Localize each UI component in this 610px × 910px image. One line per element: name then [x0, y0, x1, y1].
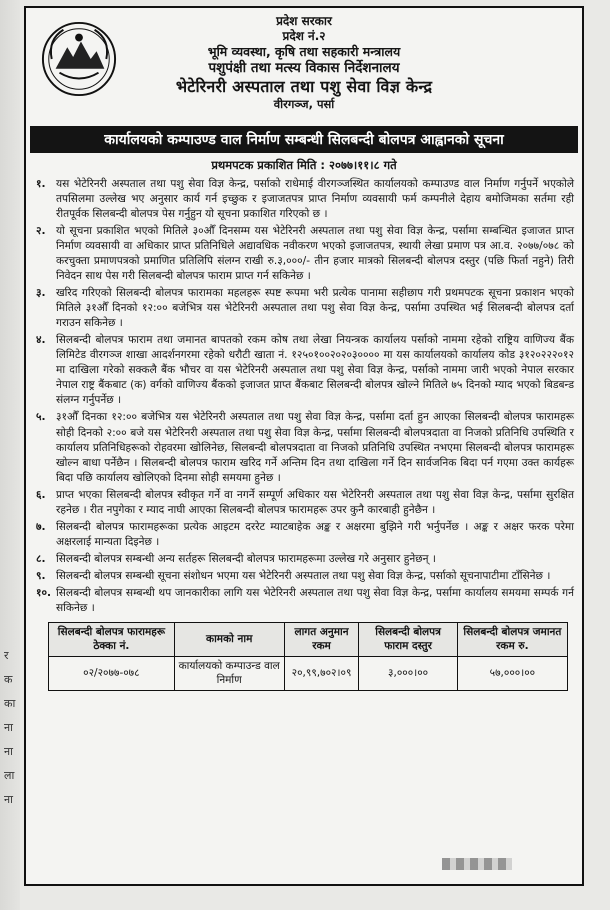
table-header-cell: सिलबन्दी बोलपत्र फारामहरू ठेक्का नं.	[49, 622, 175, 656]
header-line-2: प्रदेश नं.२	[282, 29, 326, 43]
margin-letter: ना	[4, 745, 13, 758]
clause-item	[36, 286, 574, 331]
margin-letter: ना	[4, 721, 13, 734]
table-header-cell: सिलबन्दी बोलपत्र जमानत रकम रु.	[457, 622, 567, 656]
margin-letter: का	[4, 697, 16, 710]
bid-details-table	[48, 622, 568, 692]
adjacent-column-strip	[0, 0, 20, 910]
margin-letter: क	[4, 673, 13, 686]
clause-number: २.	[36, 225, 46, 238]
table-header-cell: कामको नाम	[174, 622, 284, 656]
clause-text: यस भेटेरिनरी अस्पताल तथा पशु सेवा विज्ञ केन्द्र, पर्साको राधेमाई वीरगञ्जस्थित कार्यालयको कम्पाउण्ड वाल निर्माण गर्नुपर्ने भएकोले तपसिलमा उल्लेख भए अनुसार कार्य गर्न इच्छुक र इजाजतपत्र प्राप्त निर्माण व्यवसायी फर्म कम्पनीले देहाय बमोजिमका सर्तमा रही रीतपूर्वक सिलबन्दी बोलपत्र पेस गर्नुहुन यो सूचना प्रकाशित गरिएको छ ।	[56, 178, 574, 221]
clause-number: १०.	[36, 586, 52, 599]
publication-date: प्रथमपटक प्रकाशित मिति : २०७७।११।८ गते	[211, 158, 397, 172]
clause-number: ७.	[36, 520, 46, 533]
clause-item	[36, 552, 574, 567]
header-line-6: वीरगञ्ज, पर्सा	[273, 96, 335, 111]
notice-title: कार्यालयको कम्पाउण्ड वाल निर्माण सम्बन्धी सिलबन्दी बोलपत्र आह्वानको सूचना	[30, 126, 578, 153]
margin-letter: ना	[4, 793, 13, 806]
clause-item	[36, 224, 574, 284]
clause-number: ३.	[36, 287, 46, 300]
clause-text: सिलबन्दी बोलपत्र फारामहरूका प्रत्येक आइटम दररेट म्याटबाहेक अङ्क र अक्षरमा बुझिने गरी भर्नुपर्नेछ । अङ्क र अक्षर फरक परेमा अक्षरलाई मान्यता दिइनेछ ।	[56, 520, 574, 548]
clause-number: ६.	[36, 488, 46, 501]
table-cell: ३,०००।००	[359, 657, 457, 691]
clause-text: सिलबन्दी बोलपत्र फाराम तथा जमानत बापतको रकम कोष तथा लेखा नियन्त्रक कार्यालय पर्साको नाममा रहेको राष्ट्रिय वाणिज्य बैंक लिमिटेड वीरगञ्ज शाखा आदर्शनगरमा रहेको धरौटी खाता नं. १२५०१००२०२०३०००० मा यस कार्यालयको कार्यालय कोड ३१२०२२२०१२ मा दाखिला गरेको सक्कलै बैंक भौचर वा यस भेटेरिनरी अस्पताल तथा पशु सेवा विज्ञ केन्द्र, पर्साको नाममा जारी भएको नेपाल सरकार नेपाल राष्ट्र बैंकबाट (क) वर्गको वाणिज्य बैंकको इजाजत प्राप्त बैंकबाट सिलबन्दी बोलपत्र खोल्ने मितिले ७५ दिनको म्याद भएको बिडबन्ड संलग्न गर्नुपर्नेछ ।	[56, 334, 574, 407]
print-artifact	[442, 858, 512, 870]
header-line-5: भेटेरिनरी अस्पताल तथा पशु सेवा विज्ञ केन्द्र	[175, 76, 433, 96]
clause-number: १.	[36, 178, 46, 190]
clause-text: खरिद गरिएको सिलबन्दी बोलपत्र फारामका महलहरू स्पष्ट रूपमा भरी प्रत्येक पानामा सहीछाप गरी प्रथमपटक सूचना प्रकाशन भएको मितिले ३१औँ दिनको १२:०० बजेभित्र यस भेटेरिनरी अस्पताल तथा पशु सेवा विज्ञ केन्द्र, पर्सामा उपस्थित भई सिलबन्दी बोलपत्र दर्ता गराउन सकिनेछ ।	[56, 287, 574, 330]
clause-number: ९.	[36, 569, 46, 582]
clause-text: यो सूचना प्रकाशित भएको मितिले ३०औँ दिनसम्म यस भेटेरिनरी अस्पताल तथा पशु सेवा विज्ञ केन्द्र, पर्सामा सम्बन्धित इजाजत प्राप्त निर्माण व्यवसायी वा अधिकार प्राप्त प्रतिनिधिले अद्यावधिक नवीकरण भएको इजाजतपत्र, स्थायी लेखा प्रमाण पत्र आ.व. २०७७/०७८ को करचुक्ता प्रमाणपत्रको प्रमाणित प्रतिलिपि संलग्न राखी रु.३,०००/- तीन हजार मात्रको सिलबन्दी बोलपत्र दस्तुर (पछि फिर्ता नहुने) तिरी निवेदन साथ पेस गरी सिलबन्दी बोलपत्र फाराम प्राप्त गर्न सकिनेछ ।	[56, 225, 574, 283]
margin-letter: ला	[4, 769, 15, 782]
nepal-emblem-icon	[40, 20, 118, 98]
clause-item	[36, 520, 574, 550]
table-cell: ५७,०००।००	[457, 657, 567, 691]
header-line-1: प्रदेश सरकार	[276, 14, 332, 28]
table-cell: २०,९९,७०२।०९	[284, 657, 359, 691]
tender-notice	[24, 6, 584, 886]
clause-item	[36, 586, 574, 616]
table-cell: ०२/२०७७-०७८	[49, 657, 175, 691]
clause-number: ८.	[36, 552, 46, 565]
table-row	[49, 657, 568, 691]
clause-item	[36, 177, 574, 222]
clause-item	[36, 333, 574, 408]
margin-letter: र	[4, 649, 9, 662]
notice-header	[26, 8, 582, 126]
clause-text: प्राप्त भएका सिलबन्दी बोलपत्र स्वीकृत गर्ने वा नगर्ने सम्पूर्ण अधिकार यस भेटेरिनरी अस्पताल तथा पशु सेवा विज्ञ केन्द्र, पर्सामा सुरक्षित रहनेछ । रीत नपुगेका र म्याद नाघी आएका सिलबन्दी बोलपत्र फारामहरू उपर कुनै कारबाही हुनेछैन ।	[56, 488, 574, 516]
header-line-3: भूमि व्यवस्था, कृषि तथा सहकारी मन्त्रालय	[207, 44, 401, 59]
clause-list	[26, 177, 582, 616]
clause-text: सिलबन्दी बोलपत्र सम्बन्धी सूचना संशोधन भएमा यस भेटेरिनरी अस्पताल तथा पशु सेवा विज्ञ केन्द्र, पर्साको सूचनापाटीमा टाँसिनेछ ।	[56, 569, 551, 582]
clause-item	[36, 488, 574, 518]
table-header-cell: सिलबन्दी बोलपत्र फाराम दस्तुर	[359, 622, 457, 656]
clause-item	[36, 410, 574, 485]
clause-item	[36, 569, 574, 584]
table-header-row	[49, 622, 568, 656]
clause-text: सिलबन्दी बोलपत्र सम्बन्धी थप जानकारीका लागि यस भेटेरिनरी अस्पताल तथा पशु सेवा विज्ञ केन्द्र, पर्सामा कार्यालय समयमा सम्पर्क गर्न सकिनेछ ।	[56, 586, 574, 614]
clause-text: ३१औँ दिनका १२:०० बजेभित्र यस भेटेरिनरी अस्पताल तथा पशु सेवा विज्ञ केन्द्र, पर्सामा दर्ता हुन आएका सिलबन्दी बोलपत्र फारामहरू सोही दिनको २:०० बजे यस भेटेरिनरी अस्पताल तथा पशु सेवा विज्ञ केन्द्र, पर्सामा सिलबन्दी बोलपत्रदाता वा निजको प्रतिनिधि उपस्थिति र कार्यालय प्रतिनिधिहरूको रोहवरमा खोलिनेछ, सिलबन्दी बोलपत्रदाता वा निजको प्रतिनिधि उपस्थित नभएमा सिलबन्दी बोलपत्र फारामहरू खोल्न बाधा पर्नेछैन । सिलबन्दी बोलपत्र फाराम खरिद गर्ने अन्तिम दिन तथा दाखिला गर्ने दिन सार्वजनिक बिदा पर्न गएमा उक्त कार्यहरू बिदा पछि कार्यालय खोलिएको दिनमा सोही समयमा हुनेछ ।	[56, 411, 574, 484]
clause-number: ५.	[36, 411, 46, 424]
clause-text: सिलबन्दी बोलपत्र सम्बन्धी अन्य सर्तहरू सिलबन्दी बोलपत्र फारामहरूमा उल्लेख गरे अनुसार हुनेछन् ।	[56, 552, 436, 565]
table-cell: कार्यालयको कम्पाउन्ड वाल निर्माण	[174, 657, 284, 691]
clause-number: ४.	[36, 334, 46, 347]
table-header-cell: लागत अनुमान रकम	[284, 622, 359, 656]
header-line-4: पशुपंक्षी तथा मत्स्य विकास निर्देशनालय	[208, 59, 400, 76]
